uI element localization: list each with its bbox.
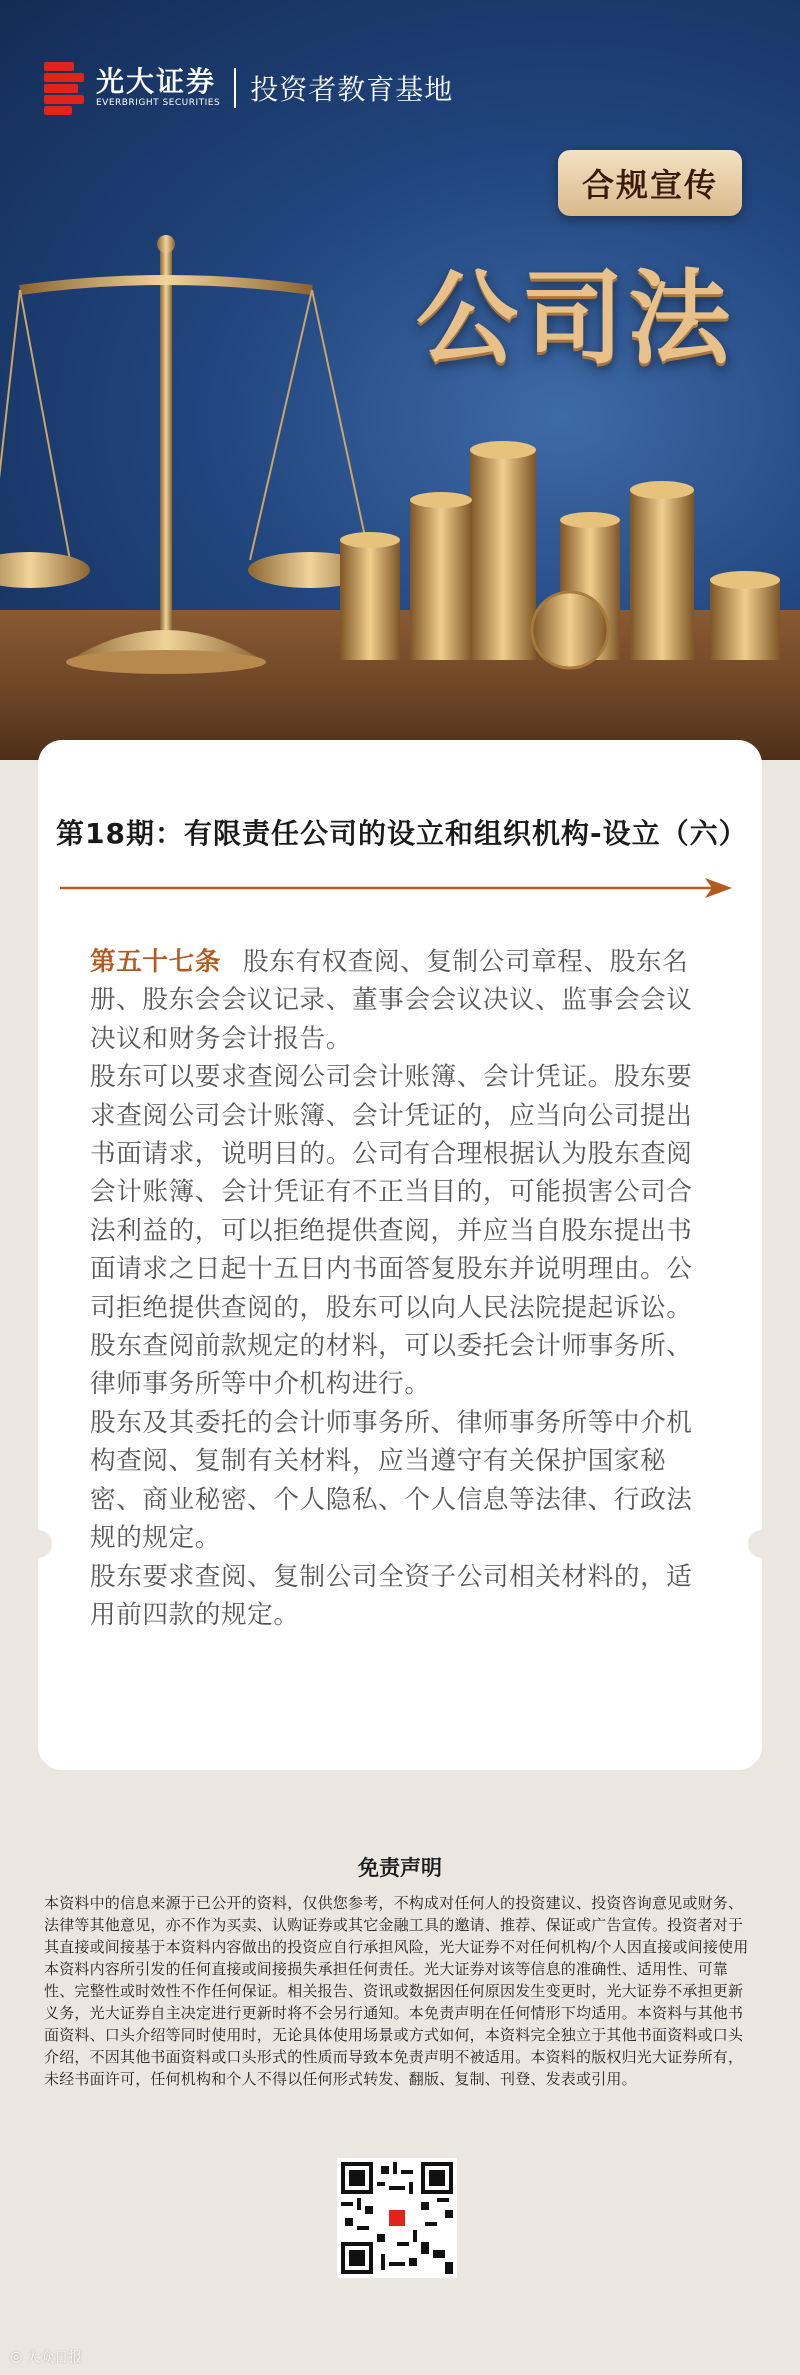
article-number: 第五十七条 xyxy=(90,947,221,977)
article-paragraph xyxy=(90,943,710,1058)
arrow-divider-icon xyxy=(60,876,740,900)
article-paragraph: 股东要求查阅、复制公司全资子公司相关材料的，适用前四款的规定。 xyxy=(90,1561,693,1630)
issue-title: 第18期：有限责任公司的设立和组织机构-设立（六） xyxy=(56,817,748,850)
article-paragraph: 股东及其委托的会计师事务所、律师事务所等中介机构查阅、复制有关材料，应当遵守有关保护国家秘密、商业秘密、个人隐私、个人信息等法律、行政法规的规定。 xyxy=(90,1407,693,1554)
watermark-icon: ◎ xyxy=(10,2349,23,2365)
hero-banner xyxy=(0,0,800,760)
article-first-text: 股东有权查阅、复制公司章程、股东名册、股东会会议记录、董事会会议决议、监事会会议决议和财务会计报告。 xyxy=(90,947,693,1054)
article-paragraph: 股东可以要求查阅公司会计账簿、会计凭证。股东要求查阅公司会计账簿、会计凭证的，应当向公司提出书面请求，说明目的。公司有合理根据认为股东查阅会计账簿、会计凭证有不正当目的，可能损害公司合法利益的，可以拒绝提供查阅，并应当自股东提出书面请求之日起十五日内书面答复股东并说明理由。公司拒绝提供查阅的，股东可以向人民法院提起诉讼。 xyxy=(90,1062,693,1323)
brand-name-cn: 光大证券 xyxy=(96,65,217,98)
brand-name-en: EVERBRIGHT SECURITIES xyxy=(96,98,221,108)
watermark xyxy=(10,2347,82,2367)
hero-title: 公司法 xyxy=(416,259,734,379)
article-body xyxy=(90,943,710,1634)
article-paragraph: 股东查阅前款规定的材料，可以委托会计师事务所、律师事务所等中介机构进行。 xyxy=(90,1331,693,1400)
card-notch-right xyxy=(748,1530,776,1558)
card-notch-left xyxy=(24,1530,52,1558)
brand-mark-icon xyxy=(44,62,84,114)
logo-divider xyxy=(234,68,236,108)
watermark-text: 大众日报 xyxy=(26,2350,83,2366)
disclaimer-title: 免责声明 xyxy=(358,1856,442,1880)
brand-section: 投资者教育基地 xyxy=(250,73,454,106)
disclaimer-body: 本资料中的信息来源于已公开的资料，仅供您参考，不构成对任何人的投资建议、投资咨询意见或财务、法律等其他意见，亦不作为买卖、认购证券或其它金融工具的邀请、推荐、保证或广告宣传。投资者对于其直接或间接基于本资料内容做出的投资应自行承担风险，光大证券不对任何机构/个人因直接或间接使用本资料内容所引发的任何直接或间接损失承担任何责任。光大证券对该等信息的准确性、适用性、可靠性、完整性或时效性不作任何保证。相关报告、资讯或数据因任何原因发生变更时，光大证券不承担更新义务，光大证券自主决定进行更新时将不会另行通知。本免责声明在任何情形下均适用。本资料与其他书面资料、口头介绍等同时使用时，无论具体使用场景或方式如何，本资料完全独立于其他书面资料或口头介绍，不因其他书面资料或口头形式的性质而导致本免责声明不被适用。本资料的版权归光大证券所有，未经书面许可，任何机构和个人不得以任何形式转发、翻版、复制、刊登、发表或引用。 xyxy=(44,1894,749,2088)
compliance-badge: 合规宣传 xyxy=(558,150,742,216)
qr-code-icon xyxy=(341,2162,453,2274)
brand-name xyxy=(96,67,220,109)
qr-code[interactable] xyxy=(337,2158,457,2278)
coin-stacks-image xyxy=(330,430,800,680)
everbright-logo xyxy=(44,62,453,114)
